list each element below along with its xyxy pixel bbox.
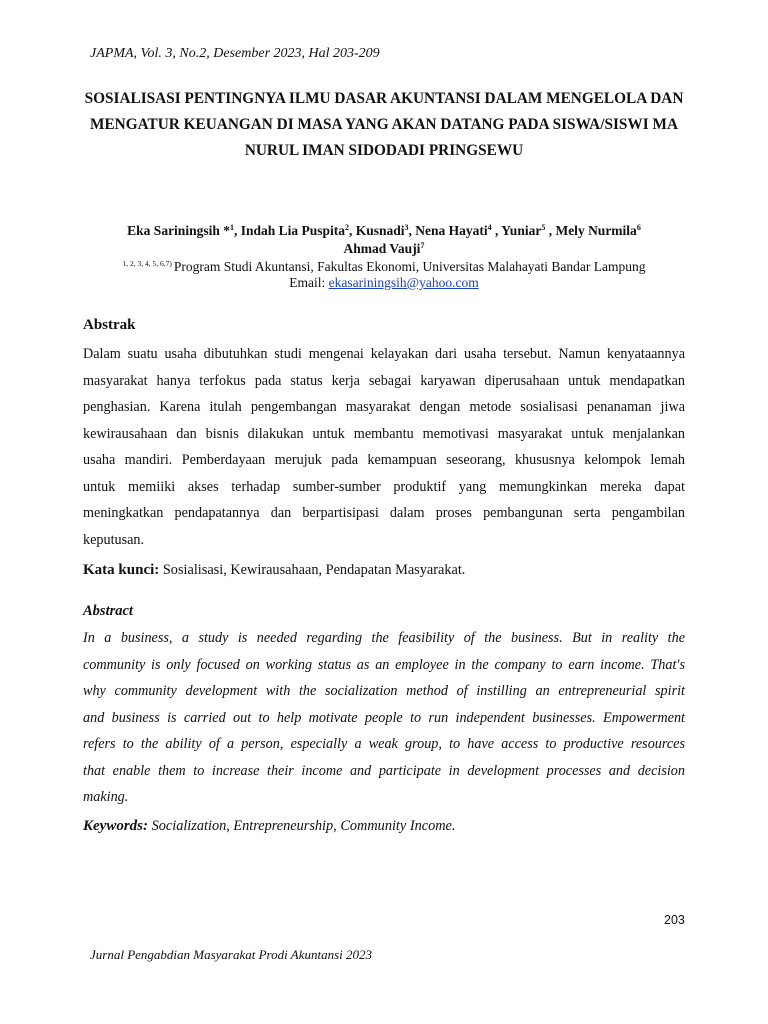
abstract-body bbox=[83, 625, 685, 811]
abstrak-line: untuk memiiki akses terhadap sumber-sumber produktif yang memungkinkan mereka dapat bbox=[83, 478, 685, 495]
author-sup: 4 bbox=[487, 223, 492, 232]
abstract-line: making. bbox=[83, 789, 129, 805]
abstract-line: In a business, a study is needed regarding the feasibility of the business. But in reality the bbox=[83, 630, 685, 646]
paper-title bbox=[84, 86, 684, 164]
abstract-line: community is only focused on working status as an employee in the company to earn income. That's bbox=[83, 656, 685, 673]
keywords-label: Keywords: bbox=[83, 818, 148, 834]
affiliation bbox=[84, 259, 684, 291]
affiliation-text: Program Studi Akuntansi, Fakultas Ekonomi, Universitas Malahayati Bandar Lampung bbox=[173, 259, 646, 274]
title-line: MENGATUR KEUANGAN DI MASA YANG AKAN DATANG PADA SISWA/SISWI MA bbox=[90, 116, 678, 133]
title-line: SOSIALISASI PENTINGNYA ILMU DASAR AKUNTANSI DALAM MENGELOLA DAN bbox=[84, 90, 684, 107]
author-name: , Kusnadi bbox=[349, 223, 405, 238]
author-line-2 bbox=[84, 240, 684, 258]
kata-kunci-label: Kata kunci: bbox=[83, 562, 160, 578]
author-line-1 bbox=[84, 222, 684, 240]
journal-citation: JAPMA, Vol. 3, No.2, Desember 2023, Hal 203-209 bbox=[90, 46, 380, 61]
abstrak-line: usaha mandiri. Pemberdayaan merujuk pada kemampuan seseorang, khususnya kelompok lemah bbox=[83, 452, 685, 468]
affiliation-sup: 1, 2, 3, 4, 5, 6,7) bbox=[122, 259, 172, 268]
author-name: Ahmad Vauji bbox=[343, 241, 421, 256]
abstrak-line: keputusan. bbox=[83, 531, 145, 548]
author-name: , Nena Hayati bbox=[408, 223, 488, 238]
affiliation-line bbox=[84, 259, 684, 275]
keywords-text: Socialization, Entrepreneurship, Community Income. bbox=[148, 818, 456, 834]
abstrak-heading: Abstrak bbox=[83, 317, 136, 333]
abstrak-line: meningkatkan pendapatannya dan berpartisipasi dalam proses pembangunan serta pengambilan bbox=[83, 505, 685, 521]
page-number: 203 bbox=[664, 913, 685, 927]
abstract-line: why community development with the socialization method of instilling an entrepreneurial spirit bbox=[83, 683, 685, 699]
kata-kunci-text: Sosialisasi, Kewirausahaan, Pendapatan Masyarakat. bbox=[159, 562, 466, 578]
abstrak-body bbox=[83, 341, 685, 553]
author-name: , Mely Nurmila bbox=[545, 223, 637, 238]
keywords bbox=[83, 818, 455, 835]
author-sup: 7 bbox=[420, 241, 425, 250]
author-name: , Yuniar bbox=[491, 223, 542, 238]
author-sup: 2 bbox=[345, 223, 350, 232]
email-link[interactable]: ekasariningsih@yahoo.com bbox=[328, 275, 479, 290]
author-sup: 1 bbox=[229, 223, 234, 232]
abstract-line: that enable them to increase their income and participate in development processes and decision bbox=[83, 762, 685, 779]
email-line bbox=[84, 275, 684, 291]
abstrak-line: kewirausahaan dan bisnis dilakukan untuk membantu memotivasi masyarakat untuk menjalankan bbox=[83, 425, 685, 442]
author-sup: 5 bbox=[541, 223, 546, 232]
author-sup: 3 bbox=[404, 223, 409, 232]
footer-journal: Jurnal Pengabdian Masyarakat Prodi Akuntansi 2023 bbox=[90, 947, 373, 962]
title-line: NURUL IMAN SIDODADI PRINGSEWU bbox=[244, 142, 524, 159]
author-name: , Indah Lia Puspita bbox=[233, 223, 346, 238]
abstrak-line: Dalam suatu usaha dibutuhkan studi mengenai kelayakan dari usaha tersebut. Namun kenyataannya bbox=[83, 346, 685, 362]
author-name: Eka Sariningsih * bbox=[127, 223, 230, 238]
abstract-line: and business is carried out to help motivate people to run independent businesses. Empowerment bbox=[83, 709, 685, 726]
abstrak-line: penghasian. Karena itulah pengembangan masyarakat dengan metode sosialisasi penanaman jiwa bbox=[83, 399, 685, 415]
kata-kunci bbox=[83, 562, 465, 579]
abstract-heading: Abstract bbox=[83, 603, 133, 619]
author-list bbox=[84, 222, 684, 258]
email-label: Email: bbox=[289, 275, 329, 290]
abstract-line: refers to the ability of a person, especially a weak group, to have access to productive resources bbox=[83, 736, 685, 752]
abstrak-line: masyarakat hanya terfokus pada status kerja sebagai karyawan diperusahaan untuk mendapatkan bbox=[83, 372, 685, 389]
author-sup: 6 bbox=[636, 223, 641, 232]
